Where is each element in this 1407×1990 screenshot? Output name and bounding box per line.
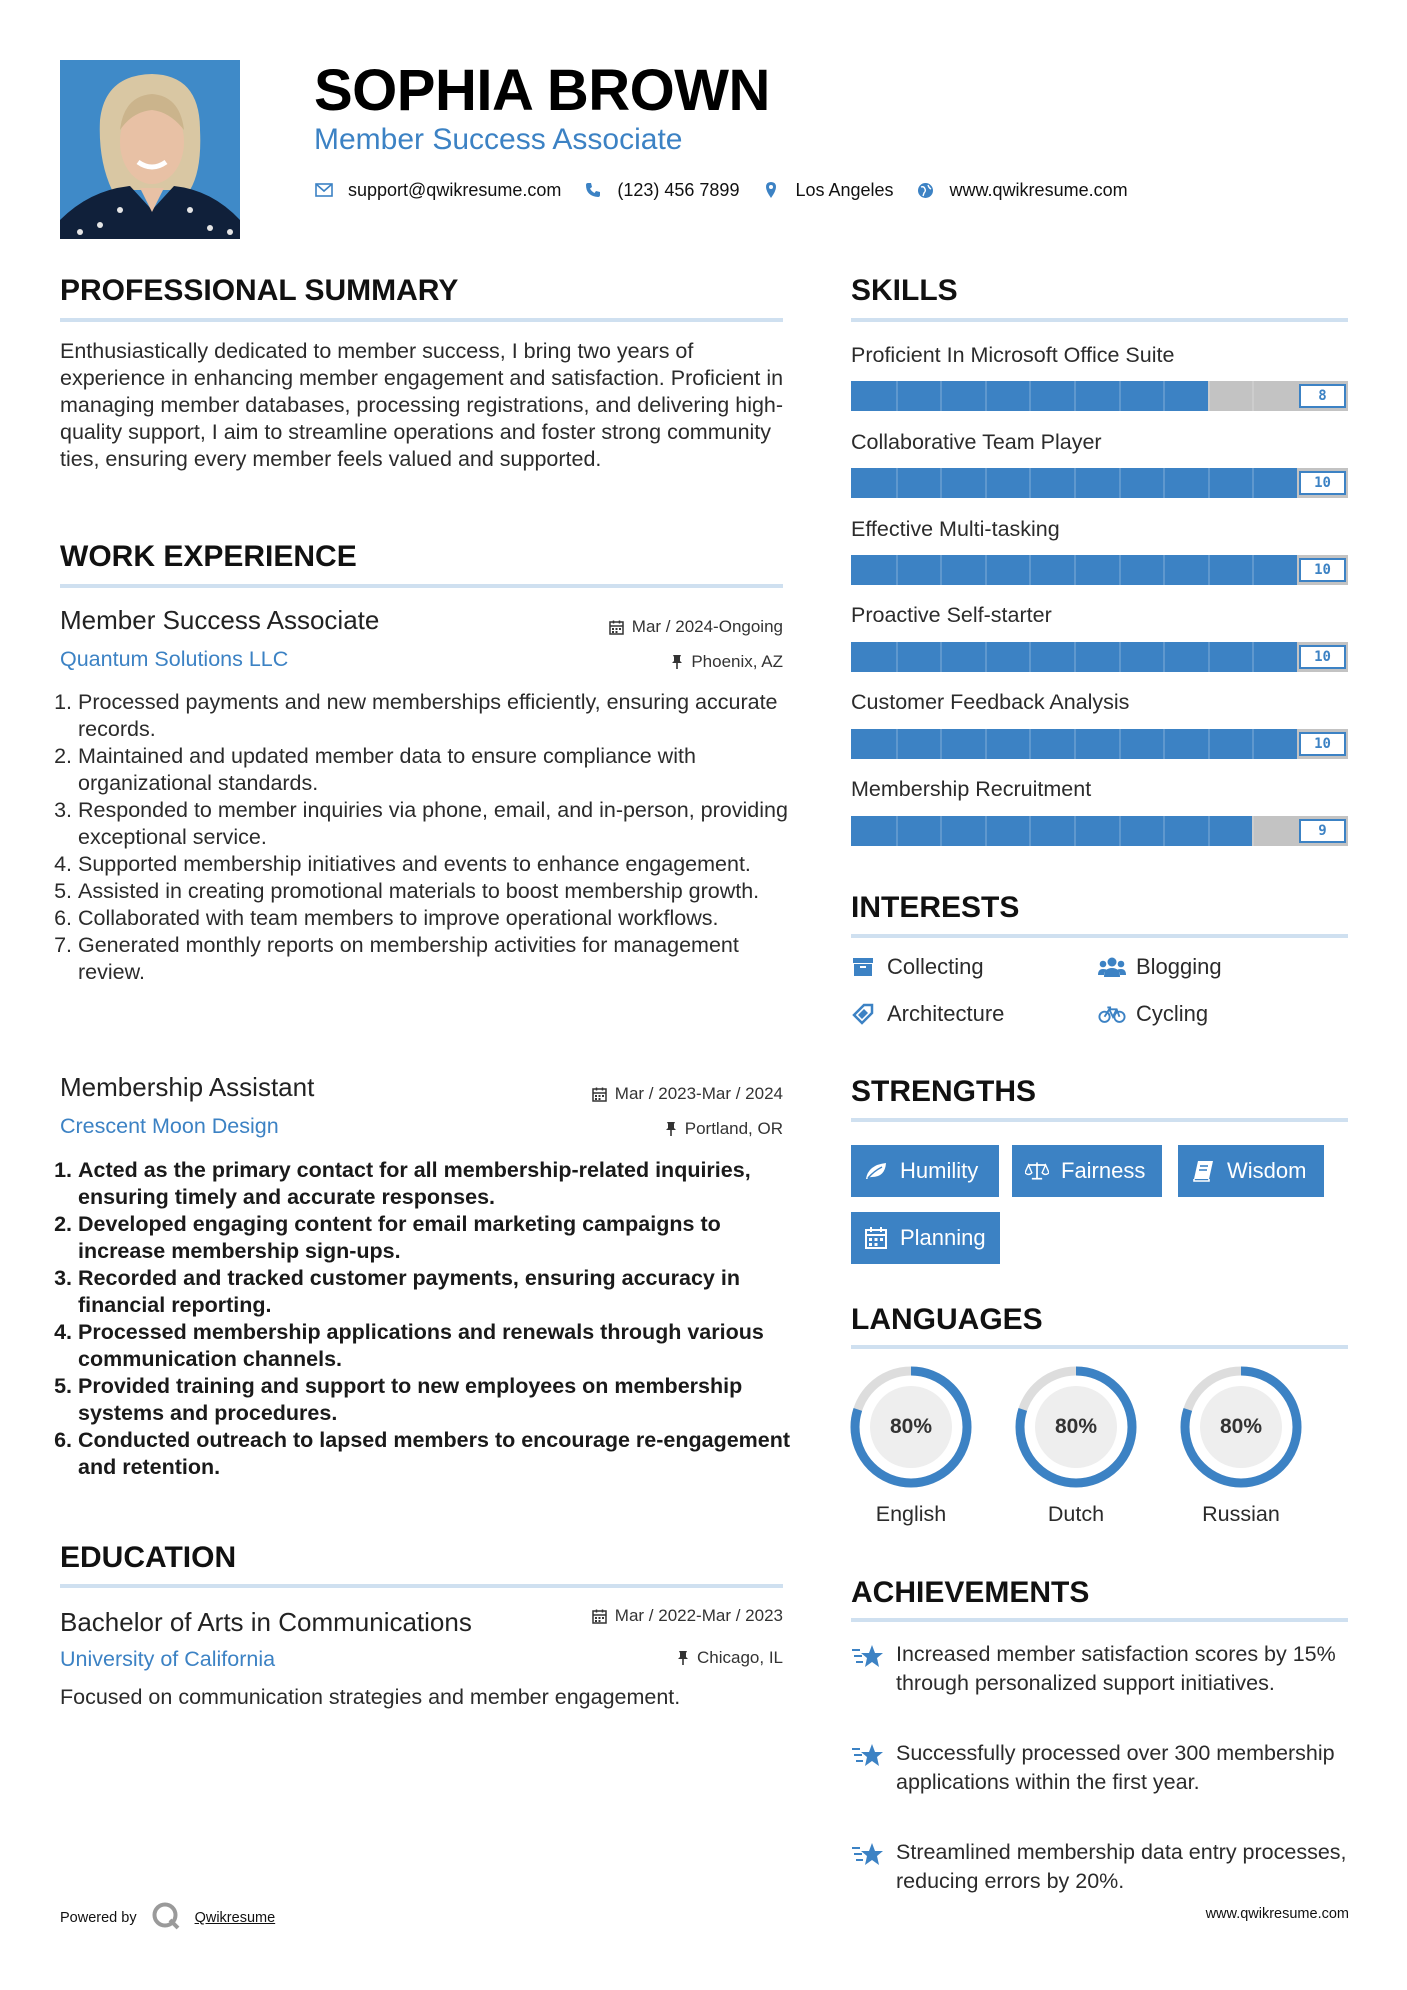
- skill-bar-segment: [940, 381, 942, 411]
- skill-bar-segment: [1208, 816, 1210, 846]
- education-location: [503, 1647, 783, 1669]
- degree-title: Bachelor of Arts in Communications: [60, 1607, 472, 1637]
- phone-icon: [583, 180, 603, 200]
- interest-item: [1098, 953, 1222, 981]
- skill-bar-segment: [1029, 555, 1031, 585]
- duty-item: 3. Responded to member inquiries via phone, email, and in-person, providing exceptional service.: [78, 797, 790, 851]
- interest-item: [1098, 1000, 1208, 1028]
- skill-bar-segment: [896, 468, 898, 498]
- duty-item: 4. Processed membership applications and renewals through various communication channels.: [78, 1319, 800, 1373]
- duty-item: 2. Maintained and updated member data to ensure compliance with organizational standards.: [78, 743, 790, 797]
- skill-bar-segment: [1029, 729, 1031, 759]
- skill-bar-segment: [1029, 381, 1031, 411]
- skill-bar-segment: [940, 642, 942, 672]
- skill-bar-segment: [1163, 555, 1165, 585]
- job-duties: [60, 689, 790, 986]
- balance-scale-icon: [1025, 1159, 1049, 1183]
- calendar-icon: [592, 1087, 607, 1102]
- job-dates: [503, 616, 783, 638]
- contact-location: Los Angeles: [795, 180, 894, 200]
- achievement-text: Successfully processed over 300 membership applications within the first year.: [896, 1741, 1335, 1794]
- archive-box-icon: [849, 953, 877, 981]
- skill-bar-segment: [1074, 642, 1076, 672]
- job-location-text: Portland, OR: [684, 1119, 783, 1138]
- job-dates: [483, 1083, 783, 1105]
- duty-item: 3. Recorded and tracked customer payments, ensuring accuracy in financial reporting.: [78, 1265, 800, 1319]
- skill-bar-segment: [896, 642, 898, 672]
- job-location-text: Phoenix, AZ: [691, 652, 783, 671]
- skill-bar-segment: [1163, 816, 1165, 846]
- language-gauge: [1179, 1365, 1303, 1489]
- interest-label: Architecture: [887, 1001, 1005, 1026]
- calendar-icon: [609, 620, 624, 635]
- job-dates-text: Mar / 2023-Mar / 2024: [614, 1084, 783, 1103]
- powered-by-label: Powered by: [60, 1910, 137, 1926]
- skill-bar-segment: [1119, 816, 1121, 846]
- achievement-text: Streamlined membership data entry processes, reducing errors by 20%.: [896, 1840, 1347, 1893]
- contact-phone[interactable]: (123) 456 7899: [617, 180, 740, 200]
- job-location: [503, 1118, 783, 1140]
- job-title: Membership Assistant: [60, 1072, 315, 1102]
- interest-label: Blogging: [1136, 954, 1222, 979]
- skill-bar-segment: [1163, 642, 1165, 672]
- candidate-role: Member Success Associate: [314, 123, 683, 156]
- skill-bar-segment: [985, 642, 987, 672]
- skill-bar-segment: [896, 381, 898, 411]
- skill-bar-segment: [940, 816, 942, 846]
- skill-bar-segment: [1074, 729, 1076, 759]
- achievement-item: [851, 1640, 1351, 1697]
- book-icon: [1191, 1159, 1215, 1183]
- education-dates-text: Mar / 2022-Mar / 2023: [614, 1606, 783, 1625]
- skill-bar-segment: [985, 468, 987, 498]
- candidate-name: SOPHIA BROWN: [314, 58, 770, 123]
- education-divider: [60, 1584, 783, 1588]
- education-location-text: Chicago, IL: [697, 1648, 783, 1667]
- skill-score: 8: [1299, 384, 1346, 408]
- powered-by: [60, 1901, 275, 1935]
- users-icon: [1098, 953, 1126, 981]
- skill-bar-segment: [940, 468, 942, 498]
- skill-bar-segment: [1252, 816, 1254, 846]
- summary-heading: PROFESSIONAL SUMMARY: [60, 274, 459, 307]
- school-name: University of California: [60, 1647, 276, 1671]
- language-gauge: [1014, 1365, 1138, 1489]
- skill-bar-segment: [1163, 468, 1165, 498]
- skill-bar-segment: [1119, 468, 1121, 498]
- skill-bar-segment: [1029, 816, 1031, 846]
- skill-bar-segment: [896, 729, 898, 759]
- skill-label: Effective Multi-tasking: [851, 517, 1060, 541]
- education-heading: EDUCATION: [60, 1541, 237, 1574]
- language-gauge: [849, 1365, 973, 1489]
- duty-item: 5. Provided training and support to new employees on membership systems and procedures.: [78, 1373, 800, 1427]
- skill-bar-segment: [1163, 381, 1165, 411]
- skill-bar-segment: [1252, 729, 1254, 759]
- job-company: Quantum Solutions LLC: [60, 647, 289, 671]
- strength-label: Fairness: [1061, 1158, 1146, 1183]
- strength-label: Planning: [900, 1225, 986, 1250]
- job-location: [503, 651, 783, 673]
- language-name: English: [875, 1502, 947, 1526]
- shooting-star-icon: [851, 1840, 885, 1870]
- shooting-star-icon: [851, 1741, 885, 1771]
- skill-bar-segment: [1252, 555, 1254, 585]
- language-percent: 80%: [889, 1415, 933, 1438]
- interests-heading: INTERESTS: [851, 891, 1020, 924]
- language-percent: 80%: [1219, 1415, 1263, 1438]
- duty-item: 2. Developed engaging content for email marketing campaigns to increase membership sign-ups.: [78, 1211, 800, 1265]
- calendar-icon: [592, 1609, 607, 1624]
- strength-label: Humility: [900, 1158, 979, 1183]
- skill-bar-segment: [896, 555, 898, 585]
- skill-score: 10: [1299, 558, 1346, 582]
- skill-bar-segment: [940, 555, 942, 585]
- skill-bar-segment: [1208, 642, 1210, 672]
- skill-bar-segment: [1252, 642, 1254, 672]
- duty-item: 1. Processed payments and new memberships efficiently, ensuring accurate records.: [78, 689, 790, 743]
- skill-label: Proactive Self-starter: [851, 603, 1052, 627]
- qwikresume-logo-icon: [151, 1901, 181, 1935]
- skill-bar-segment: [1119, 381, 1121, 411]
- job-title: Member Success Associate: [60, 605, 380, 635]
- skill-bar: [851, 381, 1348, 411]
- experience-heading: WORK EXPERIENCE: [60, 540, 357, 573]
- summary-text: Enthusiastically dedicated to member success, I bring two years of experience in enhancing member engagement and satisfaction. Proficient in managing member databases, processing registrations, and delivering high-quality support, I aim to streamline operations and foster strong community ties, ensuring every member feels valued and supported.: [60, 339, 784, 471]
- interest-item: [849, 1000, 1004, 1028]
- skill-bar: [851, 555, 1348, 585]
- duty-item: 1. Acted as the primary contact for all membership-related inquiries, ensuring timely and accurate responses.: [78, 1157, 800, 1211]
- skill-bar-segment: [1029, 468, 1031, 498]
- duty-item: 6. Conducted outreach to lapsed members to encourage re-engagement and retention.: [78, 1427, 800, 1481]
- achievement-item: [851, 1739, 1351, 1796]
- language-name: Russian: [1202, 1502, 1280, 1526]
- skill-bar-segment: [1252, 468, 1254, 498]
- strength-label: Wisdom: [1227, 1158, 1307, 1183]
- strength-badge: [1012, 1145, 1162, 1197]
- skills-heading: SKILLS: [851, 274, 958, 307]
- job-dates-text: Mar / 2024-Ongoing: [631, 617, 783, 636]
- strength-badge: [1178, 1145, 1324, 1197]
- contact-row: [314, 178, 1150, 202]
- strength-badge: [851, 1145, 999, 1197]
- envelope-icon: [314, 180, 334, 200]
- strengths-heading: STRENGTHS: [851, 1075, 1037, 1108]
- skill-label: Collaborative Team Player: [851, 430, 1102, 454]
- languages-heading: LANGUAGES: [851, 1303, 1043, 1336]
- profile-photo: [60, 60, 240, 239]
- skill-score: 10: [1299, 645, 1346, 669]
- skill-label: Customer Feedback Analysis: [851, 690, 1130, 714]
- strengths-divider: [851, 1118, 1348, 1122]
- shooting-star-icon: [851, 1642, 885, 1672]
- skills-divider: [851, 318, 1348, 322]
- tag-pencil-icon: [849, 1000, 877, 1028]
- skill-score: 10: [1299, 732, 1346, 756]
- contact-website[interactable]: www.qwikresume.com: [949, 180, 1128, 200]
- skill-score: 9: [1299, 819, 1346, 843]
- skill-bar-segment: [985, 555, 987, 585]
- leaf-icon: [864, 1159, 888, 1183]
- pushpin-icon: [677, 1650, 689, 1666]
- duty-item: 5. Assisted in creating promotional materials to boost membership growth.: [78, 878, 790, 905]
- interest-label: Collecting: [887, 954, 984, 979]
- skill-bar: [851, 729, 1348, 759]
- interest-label: Cycling: [1136, 1001, 1209, 1026]
- skill-bar-segment: [985, 381, 987, 411]
- map-pin-icon: [761, 180, 781, 200]
- skill-bar-segment: [1119, 642, 1121, 672]
- education-dates: [483, 1605, 783, 1627]
- skill-bar-segment: [1208, 468, 1210, 498]
- calendar-icon: [864, 1226, 888, 1250]
- pushpin-icon: [665, 1121, 677, 1137]
- footer-website[interactable]: www.qwikresume.com: [1205, 1906, 1349, 1922]
- interest-item: [849, 953, 984, 981]
- skill-bar-segment: [1208, 555, 1210, 585]
- achievements-divider: [851, 1618, 1348, 1622]
- skill-bar: [851, 816, 1348, 846]
- skill-bar-segment: [1163, 729, 1165, 759]
- job-duties: [60, 1157, 800, 1481]
- skill-bar-segment: [1252, 381, 1254, 411]
- summary-divider: [60, 318, 783, 322]
- qwikresume-link[interactable]: Qwikresume: [194, 1910, 276, 1926]
- skill-bar: [851, 642, 1348, 672]
- contact-email[interactable]: support@qwikresume.com: [348, 180, 562, 200]
- skill-bar-fill: [851, 816, 1252, 846]
- skill-label: Membership Recruitment: [851, 777, 1092, 801]
- job-company: Crescent Moon Design: [60, 1114, 279, 1138]
- skill-score: 10: [1299, 471, 1346, 495]
- skill-bar-segment: [1029, 642, 1031, 672]
- skill-bar-segment: [896, 816, 898, 846]
- duty-item: 4. Supported membership initiatives and events to enhance engagement.: [78, 851, 790, 878]
- bicycle-icon: [1098, 1000, 1126, 1028]
- skill-bar-segment: [940, 729, 942, 759]
- strength-badge: [851, 1212, 1000, 1264]
- language-name: Dutch: [1047, 1502, 1105, 1526]
- skill-bar-segment: [1074, 816, 1076, 846]
- pushpin-icon: [671, 654, 683, 670]
- skill-bar: [851, 468, 1348, 498]
- achievement-item: [851, 1838, 1351, 1895]
- skill-bar-segment: [1074, 381, 1076, 411]
- interests-divider: [851, 934, 1348, 938]
- skill-bar-segment: [985, 816, 987, 846]
- skill-bar-segment: [1208, 729, 1210, 759]
- globe-icon: [916, 180, 936, 200]
- skill-bar-segment: [1119, 729, 1121, 759]
- experience-divider: [60, 584, 783, 588]
- duty-item: 6. Collaborated with team members to improve operational workflows.: [78, 905, 790, 932]
- skill-bar-segment: [1074, 555, 1076, 585]
- achievement-text: Increased member satisfaction scores by 15% through personalized support initiatives.: [896, 1642, 1336, 1695]
- achievements-heading: ACHIEVEMENTS: [851, 1576, 1090, 1609]
- skill-bar-segment: [1074, 468, 1076, 498]
- skill-label: Proficient In Microsoft Office Suite: [851, 343, 1175, 367]
- skill-bar-segment: [1119, 555, 1121, 585]
- duty-item: 7. Generated monthly reports on membership activities for management review.: [78, 932, 790, 986]
- languages-divider: [851, 1345, 1348, 1349]
- education-description: Focused on communication strategies and member engagement.: [60, 1685, 681, 1709]
- skill-bar-segment: [985, 729, 987, 759]
- skill-bar-segment: [1208, 381, 1210, 411]
- language-percent: 80%: [1054, 1415, 1098, 1438]
